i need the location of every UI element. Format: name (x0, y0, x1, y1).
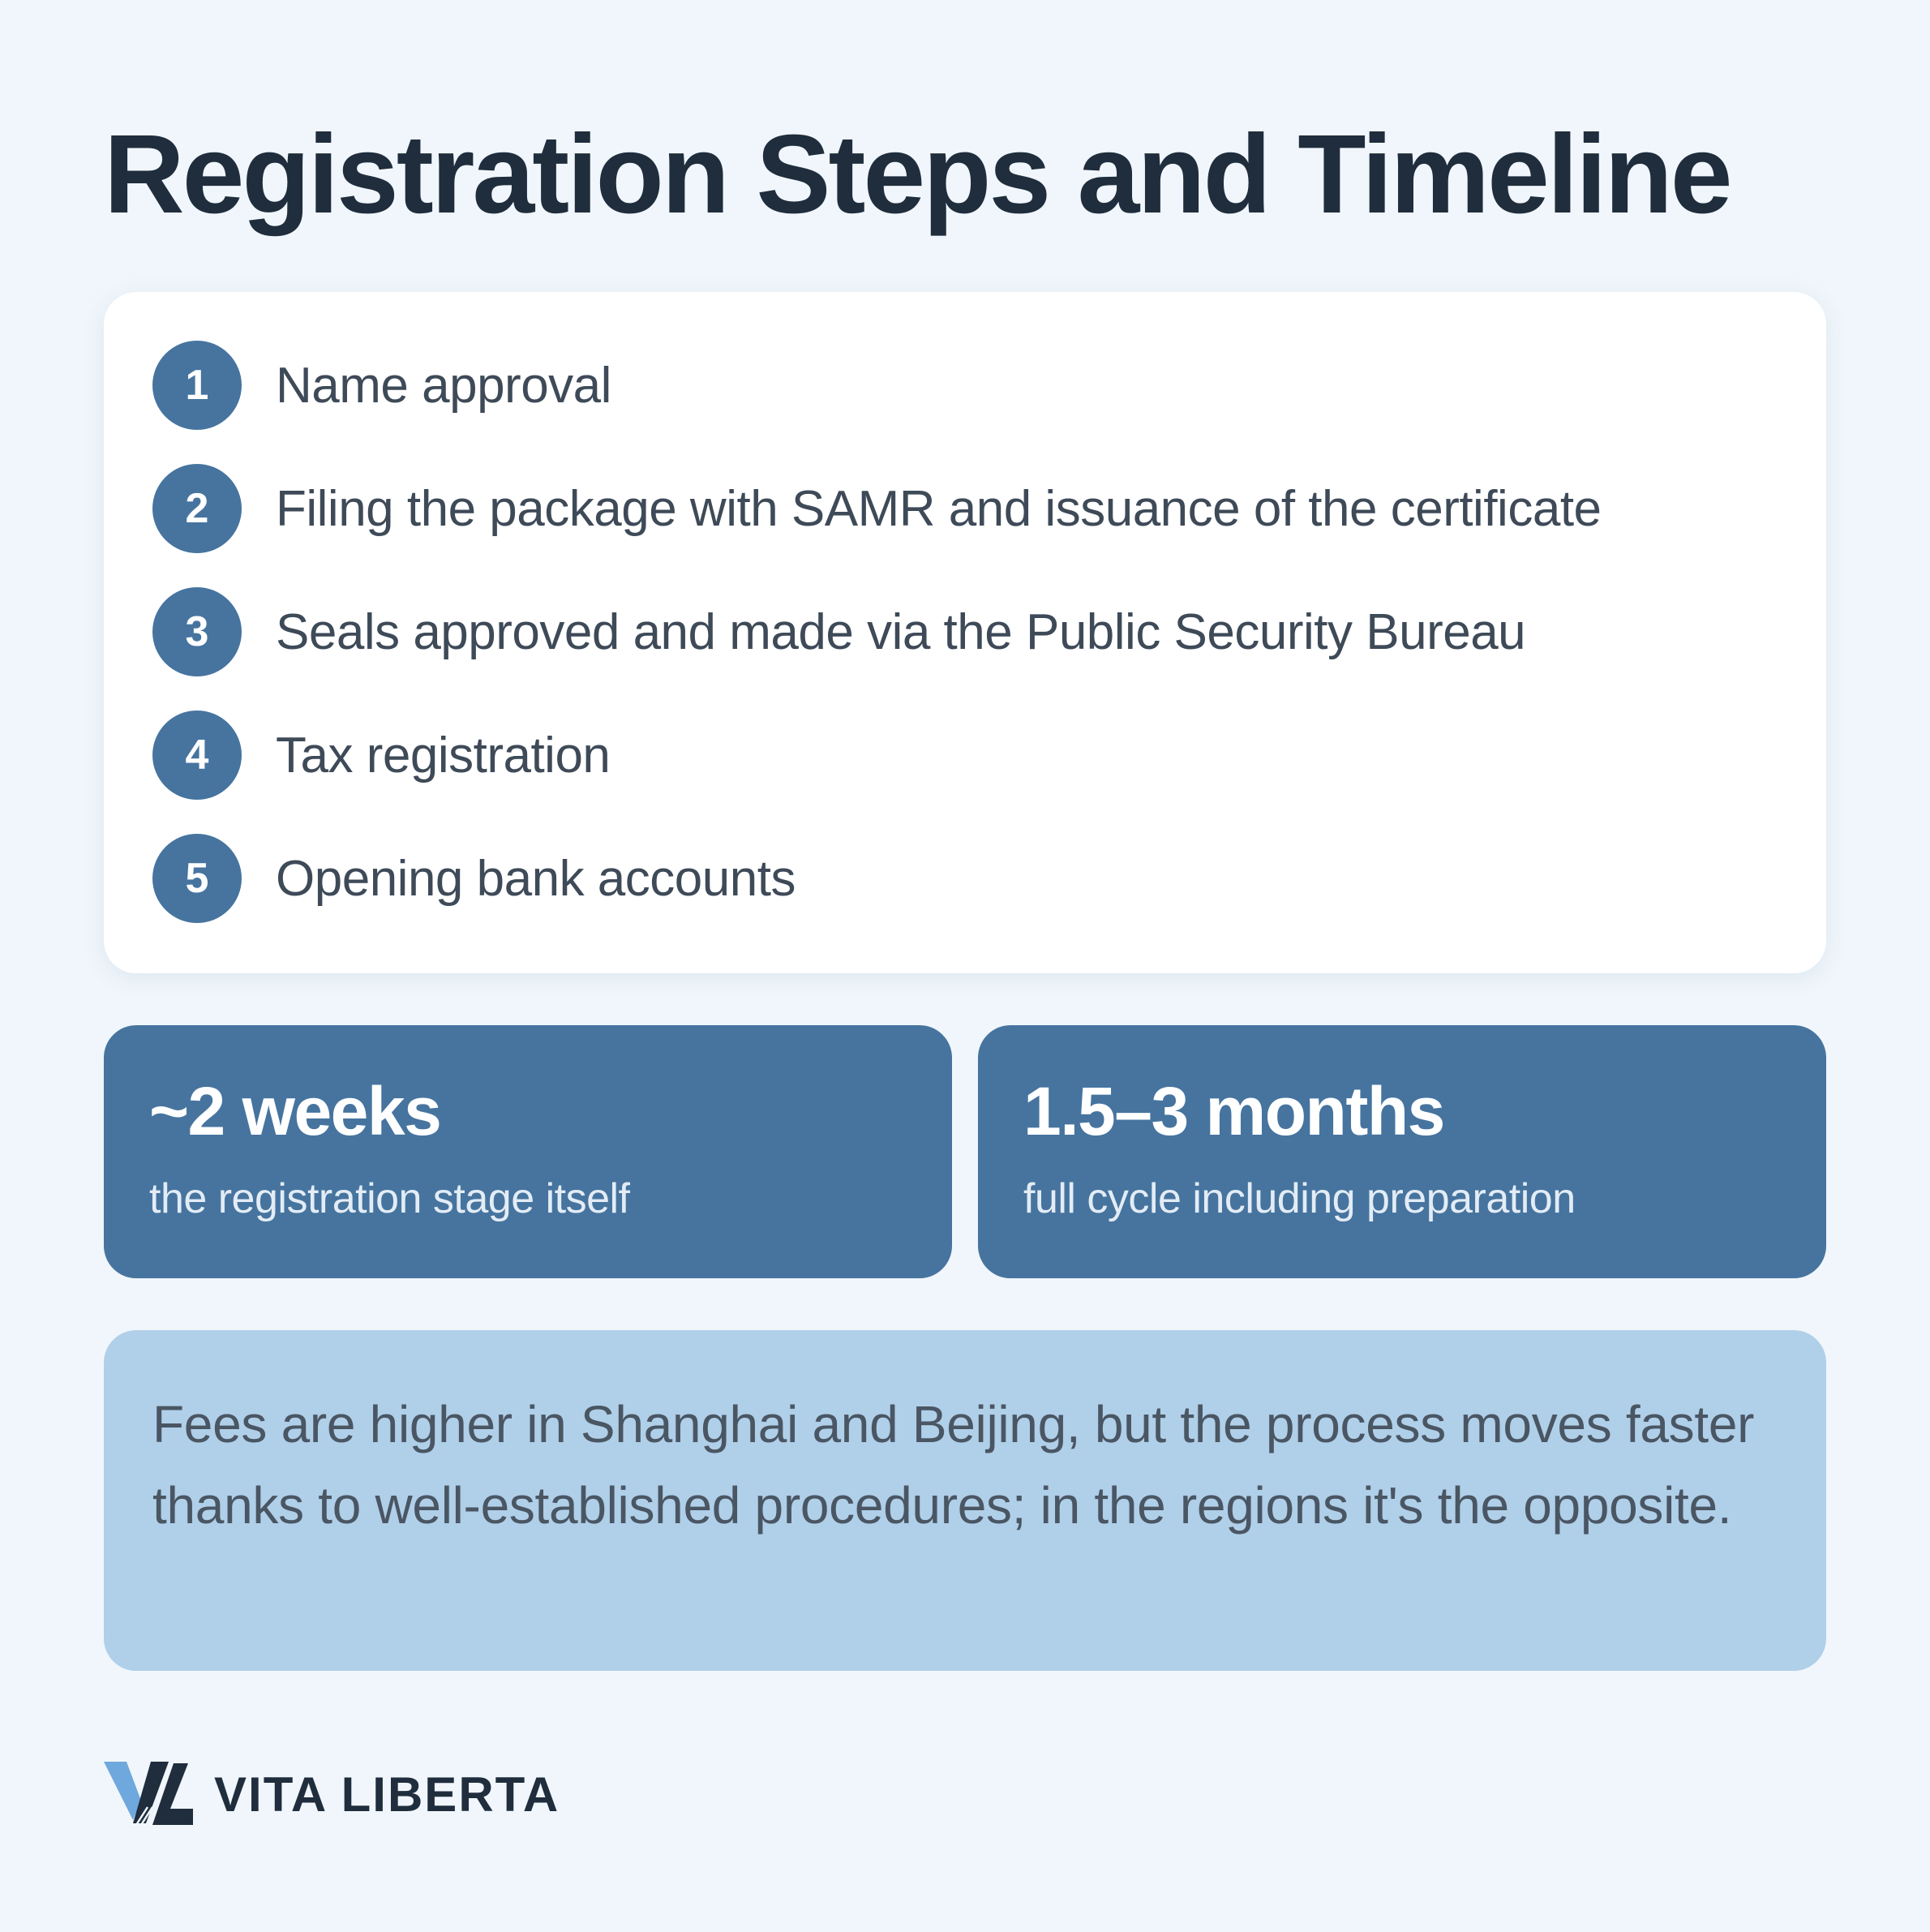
brand-footer (104, 1762, 560, 1827)
brand-name: VITA LIBERTA (214, 1767, 560, 1822)
step-item (152, 464, 1602, 553)
step-item (152, 711, 610, 800)
stat-card-registration-stage (104, 1025, 952, 1278)
note-text: Fees are higher in Shanghai and Beijing, but the process moves faster thanks to well-established procedures; in the regions it's the opposite. (152, 1395, 1755, 1535)
step-item (152, 587, 1525, 676)
step-label: Filing the package with SAMR and issuance of the certificate (276, 480, 1602, 537)
step-label: Opening bank accounts (276, 850, 796, 907)
step-number-badge: 2 (152, 464, 242, 553)
step-number-badge: 1 (152, 341, 242, 430)
step-label: Seals approved and made via the Public Security Bureau (276, 603, 1526, 660)
stat-card-full-cycle (978, 1025, 1826, 1278)
step-item (152, 834, 796, 923)
stat-caption: the registration stage itself (149, 1175, 630, 1223)
stat-value: ~2 weeks (149, 1073, 441, 1149)
stat-value: 1.5–3 months (1023, 1073, 1444, 1149)
page-title: Registration Steps and Timeline (104, 112, 1731, 237)
step-number-badge: 4 (152, 711, 242, 800)
vita-liberta-logo-icon (104, 1762, 193, 1827)
stat-caption: full cycle including preparation (1023, 1175, 1576, 1223)
steps-card (104, 292, 1826, 973)
step-number-badge: 5 (152, 834, 242, 923)
step-number-badge: 3 (152, 587, 242, 676)
step-label: Tax registration (276, 727, 611, 784)
step-label: Name approval (276, 357, 611, 414)
step-item (152, 341, 611, 430)
note-card (104, 1330, 1826, 1671)
